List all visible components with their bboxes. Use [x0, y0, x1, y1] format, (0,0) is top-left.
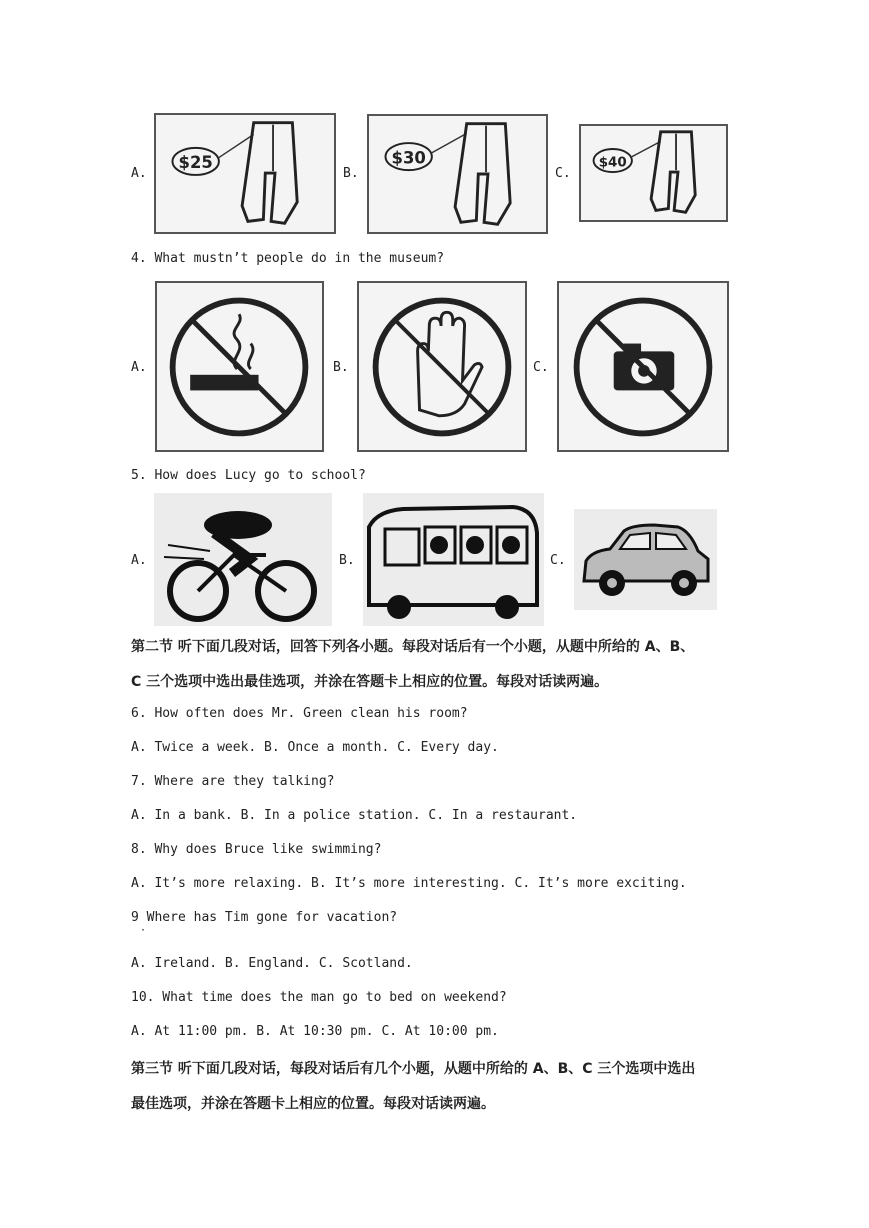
trousers-25-image [154, 113, 336, 234]
no-touching-icon [359, 283, 525, 450]
no-touching-sign [357, 281, 527, 452]
section-2-instructions-line1: 第二节 听下面几段对话，回答下列各小题。每段对话后有一个小题，从题中所给的 A、B、 [131, 639, 695, 655]
no-smoking-icon [157, 283, 322, 450]
trousers-40-image [579, 124, 728, 222]
bicycle-image [154, 493, 332, 626]
stray-mark: · [140, 925, 147, 936]
car-image [574, 509, 717, 610]
option-letter-c: C. [555, 166, 571, 181]
option-letter-c: C. [533, 360, 549, 375]
trousers-30-image [367, 114, 548, 234]
option-letter-a: A. [131, 553, 147, 568]
answers-7: A. In a bank. B. In a police station. C. In a restaurant. [131, 808, 578, 823]
question-4: 4. What mustn’t people do in the museum? [131, 251, 445, 266]
option-letter-c: C. [550, 553, 566, 568]
bus-icon [363, 493, 544, 626]
price-tag-text: $40 [598, 155, 627, 171]
answers-10: A. At 11:00 pm. B. At 10:30 pm. C. At 10:00 pm. [131, 1024, 499, 1039]
question-6: 6. How often does Mr. Green clean his room? [131, 706, 468, 721]
section-3-instructions-line2: 最佳选项，并涂在答题卡上相应的位置。每段对话读两遍。 [131, 1096, 495, 1112]
section-3-instructions-line1: 第三节 听下面几段对话，每段对话后有几个小题，从题中所给的 A、B、C 三个选项中选出 [131, 1061, 696, 1077]
no-photo-icon [559, 283, 727, 450]
question-5: 5. How does Lucy go to school? [131, 468, 366, 483]
price-tag-text: $25 [178, 153, 213, 173]
option-letter-b: B. [339, 553, 355, 568]
option-letter-a: A. [131, 166, 147, 181]
option-letter-b: B. [343, 166, 359, 181]
no-smoking-sign [155, 281, 324, 452]
answers-6: A. Twice a week. B. Once a month. C. Every day. [131, 740, 499, 755]
option-letter-a: A. [131, 360, 147, 375]
price-tag-text: $30 [391, 148, 426, 168]
answers-9: A. Ireland. B. England. C. Scotland. [131, 956, 413, 971]
no-photo-sign [557, 281, 729, 452]
trousers-icon [369, 116, 546, 232]
question-10: 10. What time does the man go to bed on weekend? [131, 990, 507, 1005]
option-letter-b: B. [333, 360, 349, 375]
trousers-icon [581, 126, 726, 220]
question-7: 7. Where are they talking? [131, 774, 335, 789]
bicycle-rider-icon [154, 493, 332, 626]
trousers-icon [156, 115, 334, 232]
section-2-instructions-line2: C 三个选项中选出最佳选项，并涂在答题卡上相应的位置。每段对话读两遍。 [131, 674, 609, 690]
answers-8: A. It’s more relaxing. B. It’s more interesting. C. It’s more exciting. [131, 876, 687, 891]
question-9: 9 Where has Tim gone for vacation? [131, 910, 398, 925]
car-icon [574, 509, 717, 610]
bus-image [363, 493, 544, 626]
question-8: 8. Why does Bruce like swimming? [131, 842, 382, 857]
